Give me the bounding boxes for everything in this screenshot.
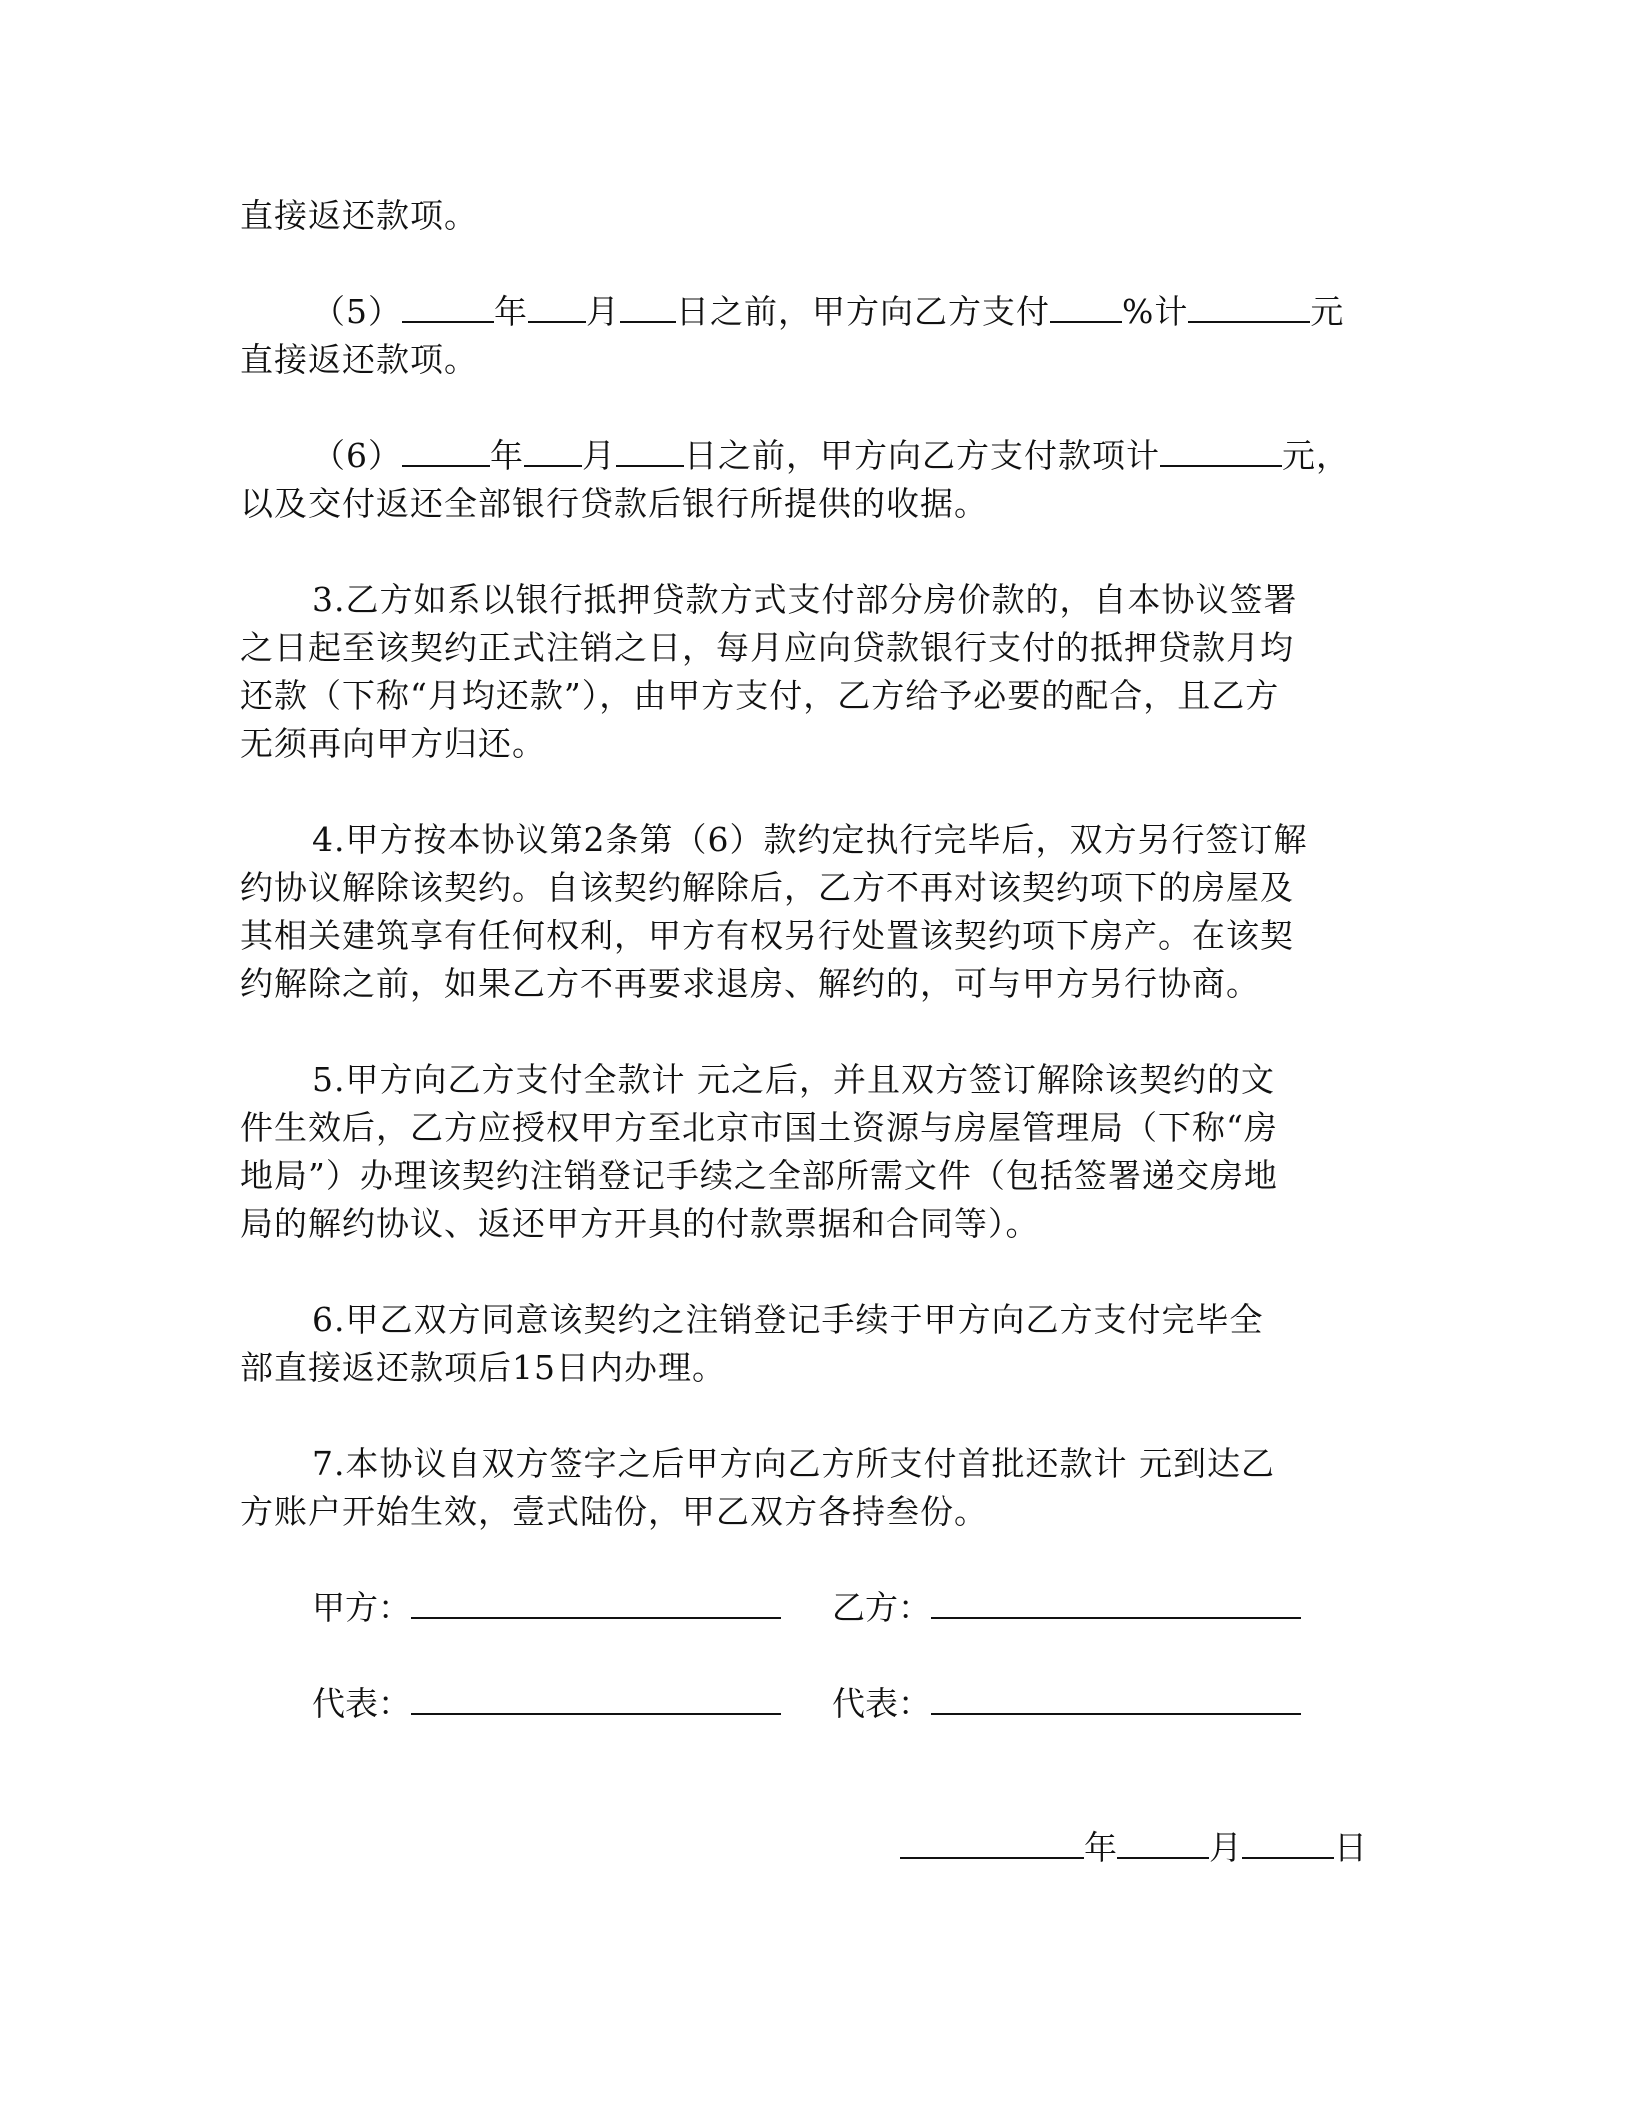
item-5-percent-label: %计	[1122, 292, 1189, 331]
date-year-label: 年	[1084, 1828, 1117, 1867]
clause-6-line: 部直接返还款项后15日内办理。	[240, 1348, 726, 1387]
item-6-month-label: 月	[582, 436, 616, 475]
rep-a-blank	[411, 1683, 781, 1715]
party-b-signature	[832, 1584, 1301, 1632]
clause-4-line: 约解除之前，如果乙方不再要求退房、解约的，可与甲方另行协商。	[240, 964, 1260, 1003]
item-5-amount-blank	[1188, 291, 1310, 323]
party-a-signature	[312, 1584, 781, 1632]
clause-3-line: 3.乙方如系以银行抵押贷款方式支付部分房价款的，自本协议签署	[312, 580, 1298, 619]
item-5-line2: 直接返还款项。	[240, 340, 478, 379]
date-day-blank	[1242, 1827, 1334, 1859]
clause-3-line: 无须再向甲方归还。	[240, 724, 546, 763]
item-5-line1	[312, 288, 1344, 336]
party-b-blank	[931, 1587, 1301, 1619]
continuation-text: 直接返还款项。	[240, 196, 478, 235]
rep-b-label: 代表：	[832, 1684, 931, 1723]
item-5-day-blank	[620, 291, 676, 323]
date-year-blank	[900, 1827, 1084, 1859]
clause-5-line: 局的解约协议、返还甲方开具的付款票据和合同等）。	[240, 1204, 1040, 1243]
item-6-yuan-label: 元，	[1282, 436, 1350, 475]
item-6-number: （6）	[312, 436, 402, 475]
clause-7-line: 7.本协议自双方签字之后甲方向乙方所支付首批还款计 元到达乙	[312, 1444, 1275, 1483]
item-6-year-label: 年	[490, 436, 524, 475]
item-6-day-text: 日之前，甲方向乙方支付款项计	[684, 436, 1160, 475]
date-line	[900, 1824, 1367, 1872]
party-b-label: 乙方：	[832, 1588, 931, 1627]
item-5-year-blank	[402, 291, 494, 323]
item-5-number: （5）	[312, 292, 402, 331]
item-5-day-text: 日之前，甲方向乙方支付	[676, 292, 1050, 331]
item-5-month-blank	[528, 291, 586, 323]
clause-3-line: 之日起至该契约正式注销之日，每月应向贷款银行支付的抵押贷款月均	[240, 628, 1294, 667]
clause-3-line: 还款（下称“月均还款”），由甲方支付，乙方给予必要的配合，且乙方	[240, 676, 1280, 715]
item-5-month-label: 月	[586, 292, 620, 331]
clause-4-line: 4.甲方按本协议第2条第（6）款约定执行完毕后，双方另行签订解	[312, 820, 1308, 859]
party-a-blank	[411, 1587, 781, 1619]
clause-5-line: 地局”）办理该契约注销登记手续之全部所需文件（包括签署递交房地	[240, 1156, 1278, 1195]
item-6-amount-blank	[1160, 435, 1282, 467]
clause-4-line: 约协议解除该契约。自该契约解除后，乙方不再对该契约项下的房屋及	[240, 868, 1294, 907]
item-5-percent-blank	[1050, 291, 1122, 323]
item-6-year-blank	[402, 435, 490, 467]
rep-b-blank	[931, 1683, 1301, 1715]
item-5-year-label: 年	[494, 292, 528, 331]
party-a-label: 甲方：	[312, 1588, 411, 1627]
item-6-month-blank	[524, 435, 582, 467]
date-day-label: 日	[1334, 1828, 1367, 1867]
rep-b-signature	[832, 1680, 1301, 1728]
rep-a-label: 代表：	[312, 1684, 411, 1723]
date-month-blank	[1117, 1827, 1209, 1859]
item-6-line2: 以及交付返还全部银行贷款后银行所提供的收据。	[240, 484, 988, 523]
item-6-line1	[312, 432, 1350, 480]
clause-5-line: 件生效后，乙方应授权甲方至北京市国土资源与房屋管理局（下称“房	[240, 1108, 1278, 1147]
item-5-yuan-label: 元	[1310, 292, 1345, 331]
date-month-label: 月	[1209, 1828, 1242, 1867]
rep-a-signature	[312, 1680, 781, 1728]
clause-4-line: 其相关建筑享有任何权利，甲方有权另行处置该契约项下房产。在该契	[240, 916, 1294, 955]
item-6-day-blank	[616, 435, 684, 467]
clause-5-line: 5.甲方向乙方支付全款计 元之后，并且双方签订解除该契约的文	[312, 1060, 1275, 1099]
clause-6-line: 6.甲乙双方同意该契约之注销登记手续于甲方向乙方支付完毕全	[312, 1300, 1264, 1339]
clause-7-line: 方账户开始生效，壹式陆份，甲乙双方各持叁份。	[240, 1492, 988, 1531]
